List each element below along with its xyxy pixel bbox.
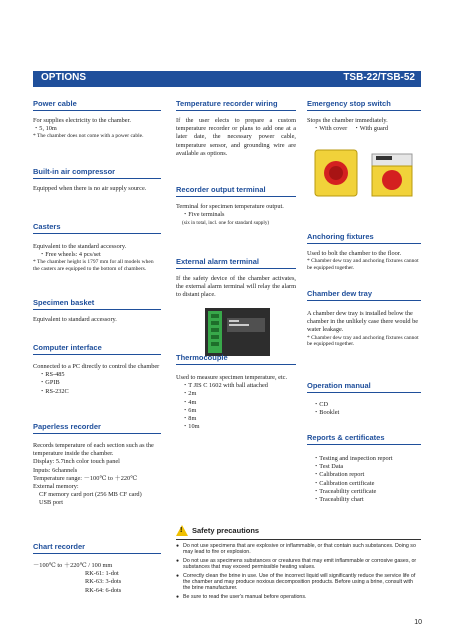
text-line: Records temperature of each section such as the temperature inside the chamber.: [33, 442, 154, 458]
text-line: ・Five terminals: [182, 211, 225, 219]
safety-heading: Safety precautions: [192, 526, 260, 535]
list-item: ● Be sure to read the user's manual before operations.: [176, 594, 421, 600]
text-line: ・Test Data: [313, 463, 344, 471]
text-line: (six in total, incl. one for standard supply): [182, 220, 270, 227]
section-heading: Emergency stop switch: [307, 99, 421, 111]
section-heading: Built-in air compressor: [33, 167, 161, 179]
text-line: ・8m: [182, 415, 197, 423]
casters-section: [33, 222, 161, 273]
section-heading: Temperature recorder wiring: [176, 99, 296, 111]
recorder-output-section: [176, 185, 296, 228]
text-line: Inputs: 6channels: [33, 466, 78, 474]
text-line: For supplies electricity to the chamber.: [33, 117, 131, 124]
section-heading: Anchoring fixtures: [307, 232, 421, 244]
text-line: RK-63: 3-dots: [85, 578, 122, 586]
text-line: ・6m: [182, 406, 197, 414]
page-number: 10: [414, 619, 422, 626]
note: * The chamber does not come with a power cable.: [33, 133, 144, 140]
text-line: ・Traceability certificate: [313, 487, 377, 495]
page-title: OPTIONS: [41, 72, 87, 83]
text-line: A chamber dew tray is installed below the chamber in the unlikely case there would be water leakage.: [307, 310, 419, 334]
thermocouple-section: [176, 353, 296, 431]
chart-recorder-section: [33, 542, 161, 595]
emergency-stop-section: [307, 99, 421, 133]
section-heading: Reports & certificates: [307, 433, 421, 445]
text-line: ・GPIB: [39, 379, 60, 387]
section-heading: Recorder output terminal: [176, 185, 296, 197]
warning-icon: !: [176, 525, 188, 536]
list-item: ● Do not use as specimens substances or creatures that may emit inflammable or corrosive gases, or substances that may exceed permissible heating values.: [176, 558, 421, 571]
text-line: ・10m: [182, 423, 200, 431]
text-line: USB port: [39, 499, 63, 507]
section-heading: Paperless recorder: [33, 422, 161, 434]
estop-cover-image: [313, 148, 359, 198]
text-line: ・Booklet: [313, 409, 340, 417]
temp-recorder-wiring-section: [176, 99, 296, 158]
text-line: ・CD: [313, 401, 329, 408]
text-line: Used to measure specimen temperature, etc.: [176, 374, 288, 381]
text-line: ・With cover ・With guard: [313, 125, 389, 133]
section-heading: Chamber dew tray: [307, 289, 421, 301]
safety-precautions: [176, 525, 421, 602]
section-heading: Power cable: [33, 99, 161, 111]
text-line: RK-61: 1-dot: [85, 570, 119, 578]
section-heading: Chart recorder: [33, 542, 161, 554]
section-heading: External alarm terminal: [176, 257, 296, 269]
text-line: ・RS-485: [39, 371, 65, 379]
text-line: ・Traceability chart: [313, 496, 364, 504]
text-line: Equivalent to standard accessory.: [33, 316, 117, 323]
text-line: ・Calibration certificate: [313, 479, 375, 487]
basket-section: [33, 298, 161, 324]
list-item: ● Correctly clean the brine in use. Use of the incorrect liquid will significantly reduce the service life of the chamber and may produce noxious decomposition products. Before using a brine, consult with the brine manufacturer.: [176, 573, 421, 592]
section-heading: Computer interface: [33, 343, 161, 355]
text-line: ・Free wheels: 4 pcs/set: [39, 251, 101, 259]
section-heading: Operation manual: [307, 381, 421, 393]
text-line: ・2m: [182, 390, 197, 398]
text-line: Terminal for specimen temperature output.: [176, 203, 284, 210]
text-line: Connected to a PC directly to control the chamber: [33, 363, 160, 370]
text-line: －100℃ to ＋220℃ / 100 mm: [33, 562, 113, 569]
text-line: External memory:: [33, 483, 79, 491]
text-line: ・Calibration report: [313, 471, 365, 479]
terminal-block-image: [205, 308, 270, 356]
text-line: ・4m: [182, 398, 197, 406]
text-line: Temperature range: －100℃ to ＋220℃: [33, 474, 138, 482]
computer-interface-section: [33, 343, 161, 396]
text-line: If the user elects to prepare a custom temperature recorder or plans to add one at a later date, the necessary power cable, temperature sensor, and grounding wire are available as options.: [176, 117, 296, 157]
text-line: Equipped when there is no air supply source.: [33, 185, 147, 192]
text-line: RK-64: 6-dots: [85, 586, 122, 594]
text-line: ・Testing and inspection report: [313, 455, 393, 462]
section-heading: Specimen basket: [33, 298, 161, 310]
text-line: Display: 5.7inch color touch panel: [33, 458, 120, 466]
note: * Chamber dew tray and anchoring fixtures cannot be equipped together.: [307, 258, 419, 271]
text-line: ・RS-232C: [39, 387, 69, 395]
model-name: TSB-22/TSB-52: [343, 72, 415, 83]
estop-guard-image: [368, 148, 416, 198]
note: * The chamber height is 1797 mm for all models when the casters are equipped to the bottom of chambers.: [33, 259, 154, 273]
compressor-section: [33, 167, 161, 193]
text-line: If the safety device of the chamber activates, the external alarm terminal will relay the alarm to distant place.: [176, 275, 296, 299]
external-alarm-section: [176, 257, 296, 300]
text-line: ・5, 10m: [33, 125, 57, 133]
dew-tray-section: [307, 289, 421, 348]
text-line: Equivalent to the standard accessory.: [33, 243, 127, 250]
text-line: CF memory card port (256 MB CF card): [39, 491, 142, 499]
note: * Chamber dew tray and anchoring fixtures cannot be equipped together.: [307, 334, 419, 348]
reports-section: [307, 433, 421, 504]
options-banner: [33, 71, 421, 87]
list-item: ● Do not use specimens that are explosive or inflammable, or that contain such substances. Doing so may lead to fire or explosion.: [176, 543, 421, 556]
power-cable-section: [33, 99, 161, 140]
paperless-recorder-section: [33, 422, 161, 508]
anchoring-section: [307, 232, 421, 272]
section-heading: Thermocouple: [176, 353, 296, 365]
section-heading: Casters: [33, 222, 161, 234]
text-line: Stops the chamber immediately.: [307, 117, 388, 124]
operation-manual-section: [307, 381, 421, 417]
text-line: Used to bolt the chamber to the floor.: [307, 250, 402, 257]
text-line: ・T JIS C 1602 with ball attached: [182, 382, 268, 390]
